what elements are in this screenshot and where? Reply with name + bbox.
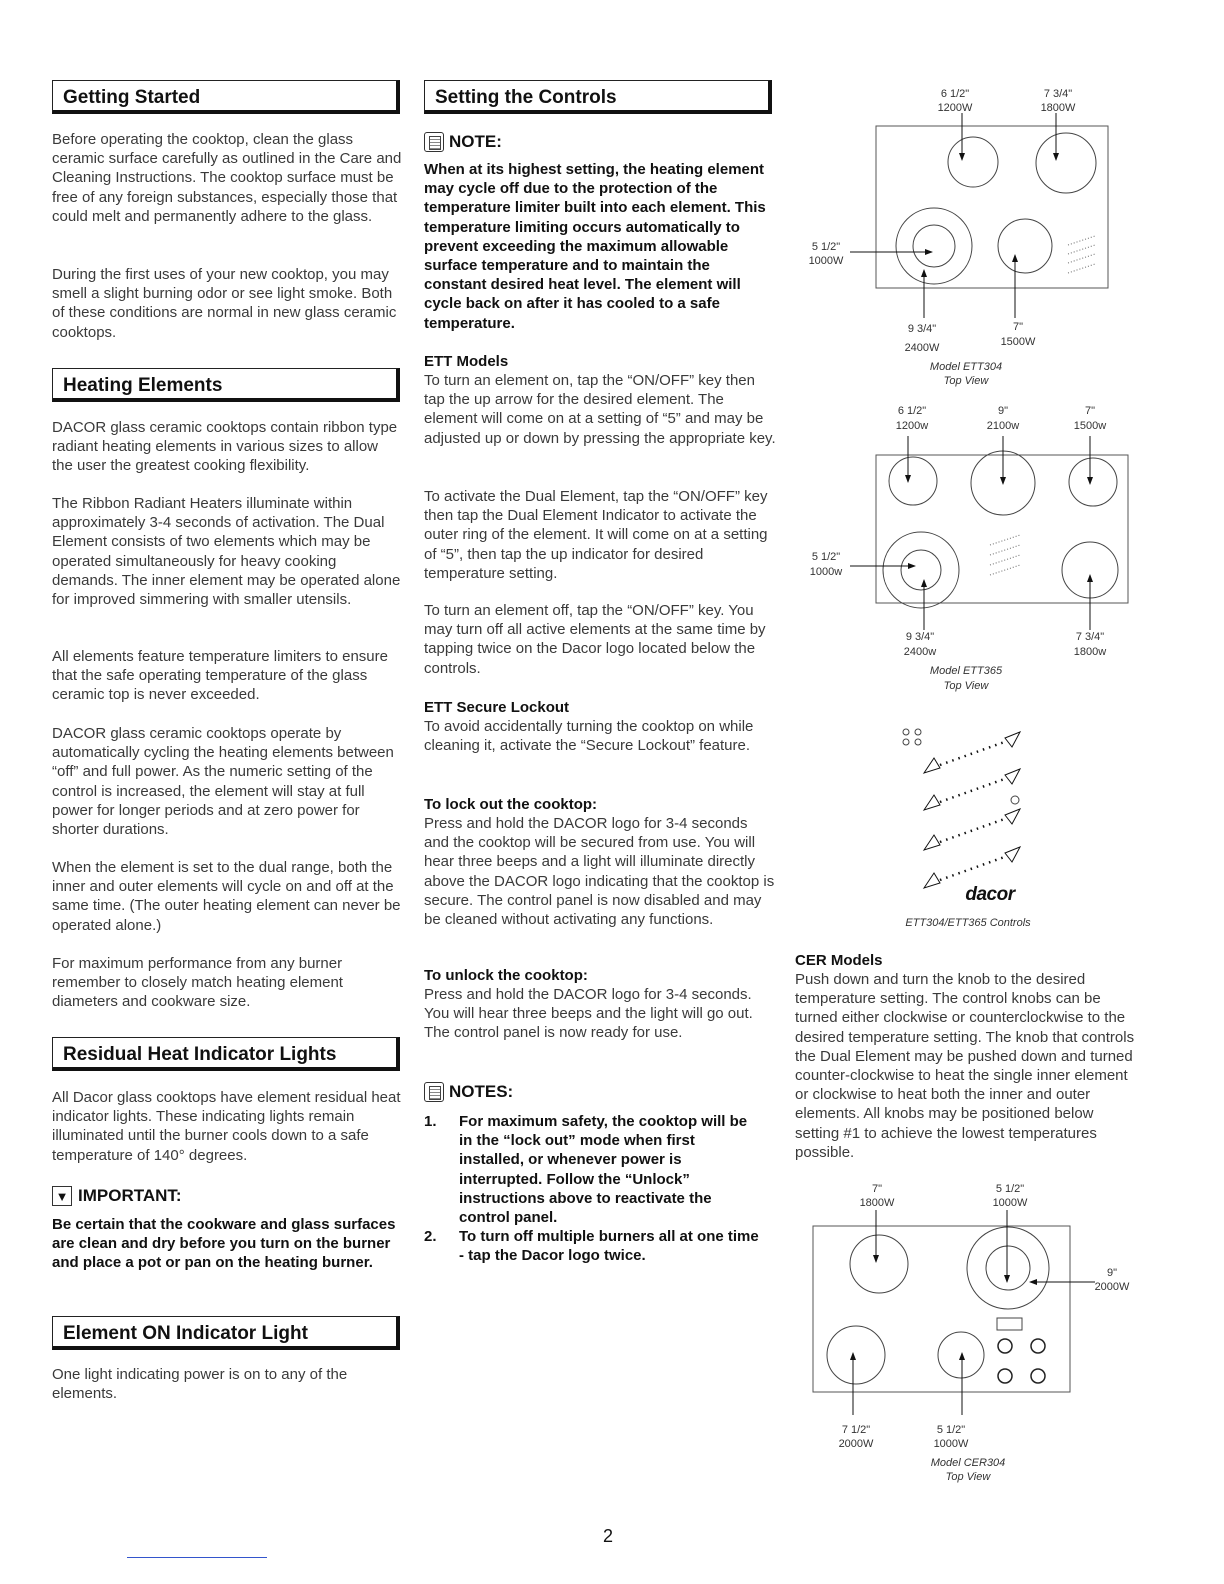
diagram-label: 5 1/2": [811, 241, 841, 253]
paragraph: During the first uses of your new cooktop, you may smell a slight burning odor or see light smoke. Both of these conditions are normal in new glass ceramic cooktops.: [52, 266, 397, 341]
diagram-label: 1500W: [1000, 336, 1036, 348]
list-text: To turn off multiple burners all at one time - tap the Dacor logo twice.: [459, 1228, 759, 1265]
diagram-label: 7": [1012, 321, 1024, 333]
diagram-label: 2400w: [903, 646, 937, 658]
ett-models-heading: ETT Models: [424, 353, 509, 370]
warning-icon: ▼: [52, 1186, 72, 1206]
list-text: For maximum safety, the cooktop will be in the “lock out” mode when first installed, or whenever power is interrupted. Follow the “Unlock” instructions above to reactivate the control panel.: [459, 1113, 748, 1227]
paragraph: Before operating the cooktop, clean the glass ceramic surface carefully as outlined in the Care and Cleaning Instructions. The cooktop surface must be free of any foreign substances, especially those that could melt and permanently adhere to the glass.: [52, 131, 402, 225]
note-icon: [424, 132, 444, 152]
diagram-label: 1000W: [933, 1438, 969, 1450]
unlock-heading: To unlock the cooktop:: [424, 967, 588, 984]
diagram-label: 2400W: [904, 342, 940, 354]
control-panel-diagram: [903, 729, 1020, 888]
diagram-label: 1000W: [808, 255, 844, 267]
cer-models-heading: CER Models: [795, 952, 883, 969]
lock-heading: To lock out the cooktop:: [424, 796, 598, 813]
diagram-label: 5 1/2": [995, 1183, 1025, 1195]
diagram-label: 5 1/2": [811, 551, 841, 563]
diagram-label: 6 1/2": [940, 88, 970, 100]
down-arrow-icon: [1005, 809, 1020, 824]
list-item: [424, 1112, 764, 1227]
diagram-label: 7 1/2": [841, 1424, 871, 1436]
note-label: NOTE:: [449, 132, 502, 151]
diagram-caption: Top View: [943, 375, 989, 387]
paragraph: To activate the Dual Element, tap the “ON/OFF” key then tap the Dual Element Indicator to activate the outer ring of the element. It will come on at a setting of “5”, then tap the up indicator for desired temperature setting.: [424, 488, 768, 582]
burner-outer: [896, 208, 972, 284]
diagram-label: 1800w: [1073, 646, 1107, 658]
diagram-caption: Model CER304: [930, 1457, 1006, 1469]
diagram-label: 1800W: [859, 1197, 895, 1209]
section-header-getting-started: Getting Started: [52, 80, 400, 114]
notes-heading: [424, 1082, 513, 1102]
diagram-label: 9": [997, 405, 1009, 417]
dacor-logo[interactable]: dacor: [965, 884, 1015, 905]
diagram-label: 6 1/2": [897, 405, 927, 417]
diagram-label: 1000w: [809, 566, 843, 578]
notes-list: [424, 1112, 764, 1266]
diagram-label: 1200W: [937, 102, 973, 114]
diagram-caption: ETT304/ETT365 Controls: [905, 917, 1031, 929]
diagram-label: 1000W: [992, 1197, 1028, 1209]
list-item: [424, 1227, 764, 1265]
burner: [1036, 133, 1096, 193]
diagram-label: 9": [1106, 1267, 1118, 1279]
diagram-label: 5 1/2": [936, 1424, 966, 1436]
paragraph: All elements feature temperature limiters to ensure that the safe operating temperature of the glass ceramic top is never exceeded.: [52, 648, 388, 704]
burner-inner: [913, 225, 955, 267]
note-icon: [424, 1082, 444, 1102]
up-arrow-icon: [924, 835, 940, 850]
lockout-heading: ETT Secure Lockout: [424, 699, 570, 716]
paragraph: One light indicating power is on to any of the elements.: [52, 1366, 348, 1403]
diagram-label: 9 3/4": [905, 631, 935, 643]
paragraph: Press and hold the DACOR logo for 3-4 seconds. You will hear three beeps and the light will go out. The control panel is now ready for use.: [424, 986, 753, 1042]
note-text: When at its highest setting, the heating element may cycle off due to the protection of the temperature limiter built into each element. This temperature limiting occurs automatically to prevent exceeding the maximum allowable surface temperature and to maintain the constant desired heat level. The element will cycle back on after it has cooled to a safe temperature.: [424, 161, 766, 332]
diagram-caption: Model ETT304: [929, 361, 1003, 373]
down-arrow-icon: [1005, 769, 1020, 784]
important-label: IMPORTANT:: [78, 1186, 182, 1205]
paragraph: To avoid accidentally turning the cooktop on while cleaning it, activate the “Secure Lockout” feature.: [424, 718, 754, 755]
up-arrow-icon: [924, 795, 940, 810]
paragraph: DACOR glass ceramic cooktops contain ribbon type radiant heating elements in various sizes to allow the user the greatest cooking flexibility.: [52, 419, 398, 475]
paragraph: Press and hold the DACOR logo for 3-4 seconds and the cooktop will be secured from use. You will hear three beeps and a light will illuminate directly above the DACOR logo indicating that the cooktop is secure. The control panel is now disabled and may be cleaned without activating any functions.: [424, 815, 775, 929]
page-number: 2: [603, 1526, 614, 1546]
cooktop-diagram-ett365: [850, 436, 1128, 630]
cooktop-diagram-cer304: [813, 1210, 1095, 1415]
down-arrow-icon: [1005, 732, 1020, 747]
diagram-label: 1200w: [895, 420, 929, 432]
diagram-label: 7": [871, 1183, 883, 1195]
paragraph: The Ribbon Radiant Heaters illuminate within approximately 3-4 seconds of activation. The Dual Element consists of two elements which may be operated simultaneously for heavy cooking demands. The inner element may be operated alone for improved simmering with smaller utensils.: [52, 495, 401, 609]
important-heading: [52, 1186, 182, 1206]
diagram-caption: Top View: [943, 680, 989, 692]
diagrams: [790, 0, 1224, 1584]
diagram-label: 2000W: [1094, 1281, 1130, 1293]
diagram-label: 1800W: [1040, 102, 1076, 114]
up-arrow-icon: [924, 758, 940, 773]
paragraph: For maximum performance from any burner remember to closely match heating element diameters and cookware size.: [52, 955, 343, 1011]
divider-line: [127, 1557, 267, 1558]
cooktop-diagram-ett304: [850, 113, 1108, 318]
notes-label: NOTES:: [449, 1082, 514, 1101]
paragraph: DACOR glass ceramic cooktops operate by automatically cycling the heating elements between “off” and full power. As the numeric setting of the control is increased, the element will stay at full power for longer periods and at zero power for shorter durations.: [52, 725, 394, 839]
diagram-caption: Top View: [945, 1471, 991, 1483]
paragraph: Push down and turn the knob to the desired temperature setting. The control knobs can be turned either clockwise or counterclockwise to the desired temperature setting. The knob that controls the Dual Element may be pushed down and turned counter-clockwise to heat the single inner element or clockwise to heat both the inner and outer elements. All knobs may be positioned below setting #1 to achieve the lowest temperatures possible.: [795, 971, 1135, 1161]
diagram-label: 2100w: [986, 420, 1020, 432]
diagram-caption: Model ETT365: [929, 665, 1003, 677]
note-heading: [424, 132, 502, 152]
diagram-label: 2000W: [838, 1438, 874, 1450]
diagram-label: 9 3/4": [907, 323, 937, 335]
diagram-label: 1500w: [1073, 420, 1107, 432]
section-header-heating-elements: Heating Elements: [52, 368, 400, 402]
important-text: Be certain that the cookware and glass surfaces are clean and dry before you turn on the burner and place a pot or pan on the heating burner.: [52, 1216, 396, 1272]
paragraph: To turn an element off, tap the “ON/OFF” key. You may turn off all active elements at the same time by tapping twice on the Dacor logo located below the controls.: [424, 602, 766, 677]
diagram-label: 7 3/4": [1043, 88, 1073, 100]
section-header-residual-heat: Residual Heat Indicator Lights: [52, 1037, 400, 1071]
burner: [998, 219, 1052, 273]
paragraph: When the element is set to the dual range, both the inner and outer elements will cycle on and off at the same time. (The outer heating element can never be operated alone.): [52, 859, 401, 934]
diagram-label: 7 3/4": [1075, 631, 1105, 643]
burner: [948, 137, 998, 187]
down-arrow-icon: [1005, 847, 1020, 862]
paragraph: All Dacor glass cooktops have element residual heat indicator lights. These indicating lights remain illuminated until the burner cools down to a safe temperature of 140° degrees.: [52, 1089, 401, 1164]
list-number: 1.: [424, 1113, 437, 1130]
up-arrow-icon: [924, 873, 940, 888]
section-header-setting-controls: Setting the Controls: [424, 80, 772, 114]
paragraph: To turn an element on, tap the “ON/OFF” key then tap the up arrow for the desired element. The element will come on at a setting of “5” and may be adjusted up or down by pressing the appropriate key.: [424, 372, 776, 447]
list-number: 2.: [424, 1228, 437, 1246]
diagram-label: 7": [1084, 405, 1096, 417]
section-header-element-on: Element ON Indicator Light: [52, 1316, 400, 1350]
